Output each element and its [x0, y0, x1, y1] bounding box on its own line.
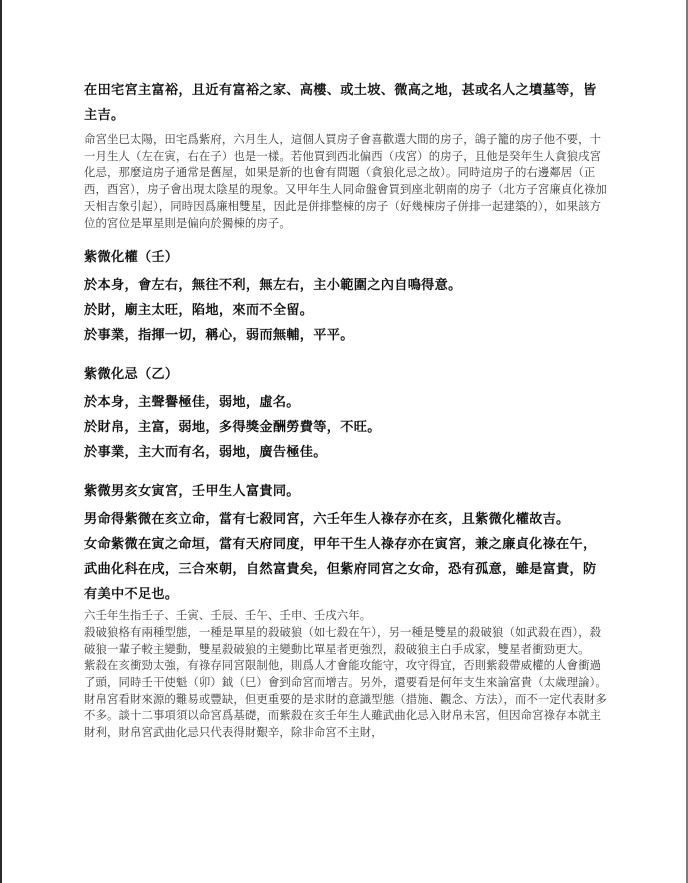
yin-line: 女命紫微在寅之命垣，當有天府同度，甲年干生人祿存亦在寅宮，兼之廉貞化祿在午，武曲化科在戌，三合來朝，自然富貴矣，但紫府同宮之女命，恐有孤意，雖是富貴，防有美中不足也。	[84, 537, 597, 603]
section-heading-ji: 紫微化忌（乙）	[84, 367, 179, 383]
page-left-border	[0, 0, 2, 883]
yin-line: 男命得紫微在亥立命，當有七殺同宮，六壬年生人祿存亦在亥，且紫微化權故吉。	[84, 512, 570, 528]
ji-line: 於事業，主大而有名，弱地，廣告極佳。	[84, 445, 327, 461]
quan-line: 於本身，會左右，無往不利，無左右，主小範圍之內自鳴得意。	[84, 278, 462, 294]
ji-line: 於財帛，主富，弱地，多得獎金酬勞費等，不旺。	[84, 420, 381, 436]
quan-line: 於財，廟主太旺，陷地，來而不全留。	[84, 303, 314, 319]
ji-line: 於本身，主聲譽極佳，弱地，虛名。	[84, 395, 300, 411]
section-heading-yin: 紫微男亥女寅宮，壬甲生人富貴同。	[84, 484, 300, 500]
document-page	[84, 78, 608, 741]
yin-note: 財帛宮看財來源的難易或豐缺，但更重要的是求財的意識型態（措施、觀念、方法），而不一定代表財多不多。談十二事項須以命宮爲基礎，而紫殺在亥壬年生人雖武曲化忌入財帛未宮，但因命宮祿存本就主財利，財帛宮武曲化忌只代表得財艱辛，除非命宮不主財，	[84, 691, 607, 740]
yin-note: 六壬年生指壬子、壬寅、壬辰、壬午、壬申、壬戌六年。	[84, 608, 372, 623]
yin-note: 紫殺在亥衝勁太強，有祿存同宮限制他，則爲人才會能攻能守，攻守得宜，否則紫殺帶威權的人會衝過了頭，同時壬干使魁（卯）鉞（巳）會到命宮而增吉。另外，還要看是何年支生來論富貴（太歲理論）。	[84, 658, 607, 690]
intro-title: 在田宅宮主富裕，且近有富裕之家、高樓、或土坡、微高之地，甚或名人之墳墓等，皆主吉。	[84, 83, 597, 123]
intro-note: 命宮坐巳太陽，田宅爲紫府，六月生人，這個人買房子會喜歡選大間的房子，鴿子籠的房子他不要，十一月生人（左在寅，右在子）也是一樣。若他買到西北偏西（戌宮）的房子，且他是癸年生人貪狼戌宮化忌，那麼這房子通常是舊屋，如果是新的也會有問題（貪狼化忌之故）。同時這房子的右邊鄰居（正西，酉宮），房子會出現太陰星的現象。又甲年生人同命盤會買到座北朝南的房子（北方子宮廉貞化祿加天相吉象引起），同時因爲廉相雙星，因此是併排整棟的房子（好幾棟房子併排一起建築的），如果該方位的宮位是單星則是偏向於獨棟的房子。	[84, 132, 607, 230]
section-heading-quan: 紫微化權（壬）	[84, 250, 179, 266]
yin-note: 殺破狼格有兩種型態，一種是單星的殺破狼（如七殺在午），另一種是雙星的殺破狼（如武殺在酉），殺破狼一輩子較主變動，雙星殺破狼的主變動比單星者更強烈，殺破狼主白手成家，雙星者衝勁更大。	[84, 624, 602, 656]
quan-line: 於事業，指揮一切，稱心，弱而無輔，平平。	[84, 328, 354, 344]
